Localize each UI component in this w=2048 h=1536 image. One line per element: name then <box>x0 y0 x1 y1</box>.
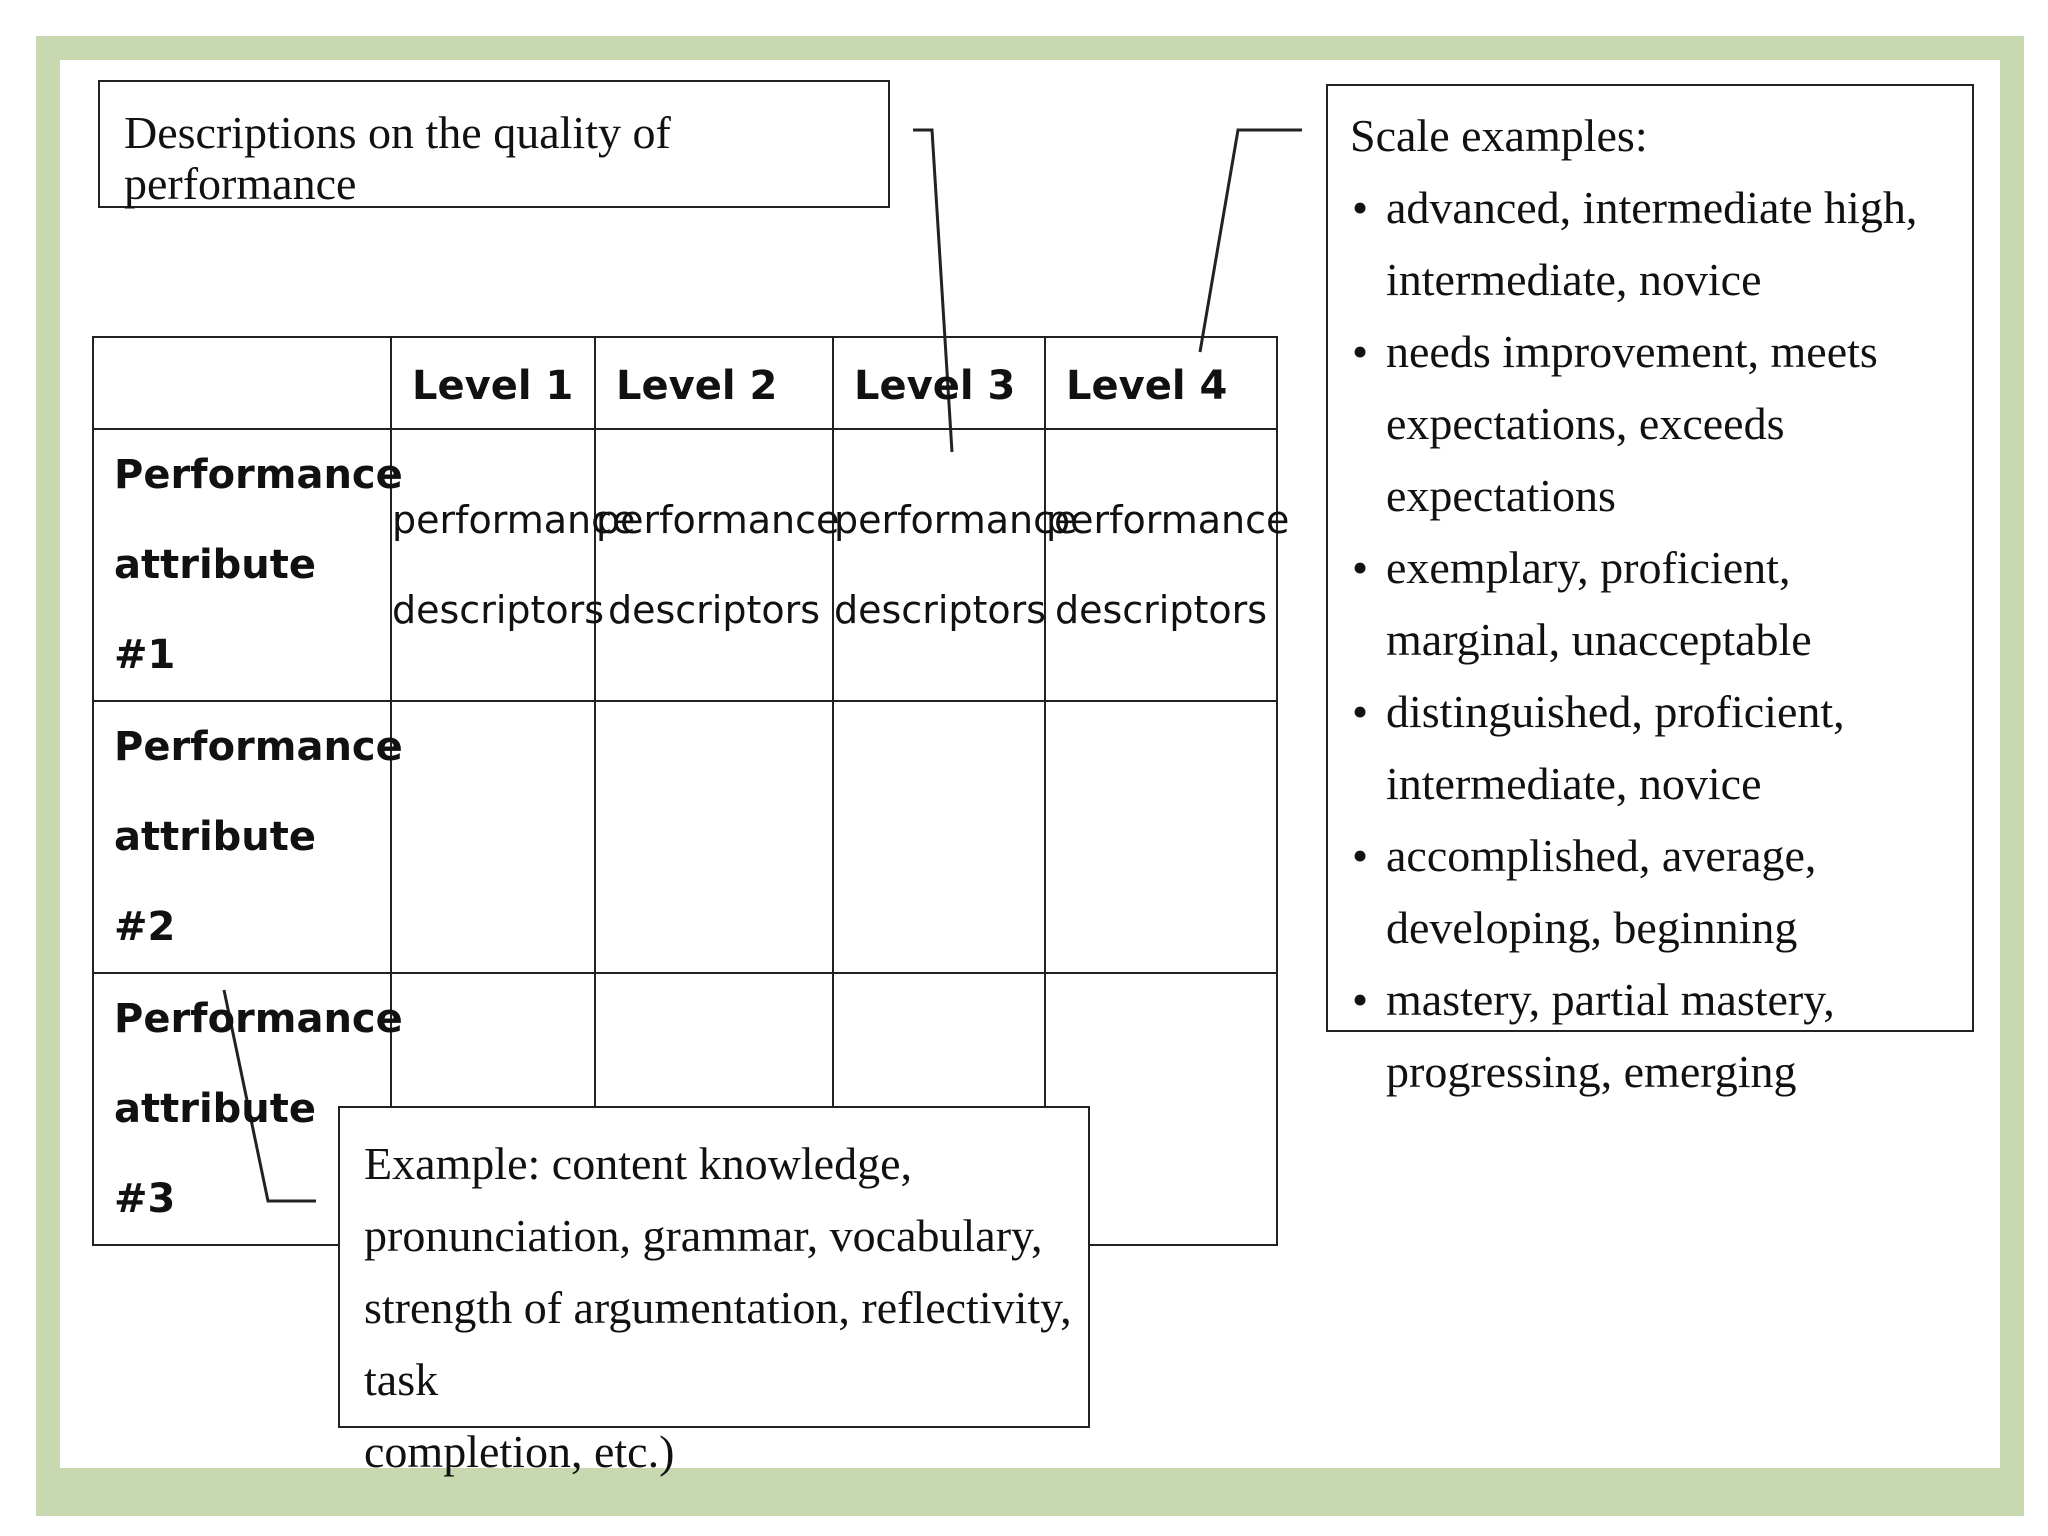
scale-examples-list <box>1350 172 1962 1108</box>
descriptor-line: descriptors <box>392 588 605 632</box>
attribute-label-line: attribute #3 <box>114 1086 317 1222</box>
descriptor-cell-r1-l4 <box>1045 429 1290 701</box>
attribute-label-line: attribute #2 <box>114 814 317 950</box>
descriptor-line: descriptors <box>607 588 821 632</box>
level-4-header: Level 4 <box>1045 337 1277 429</box>
attribute-label-line: Performance <box>114 724 403 770</box>
level-1-header: Level 1 <box>391 337 595 429</box>
scale-example-item: • accomplished, average, developing, beginning <box>1350 820 1962 964</box>
descriptor-line: descriptors <box>834 588 1047 632</box>
descriptor-cell-r1-l2 <box>595 429 840 701</box>
descriptor-cell-r1-l1 <box>391 429 636 701</box>
descriptor-line: performance <box>392 498 636 542</box>
scale-example-item: • mastery, partial mastery, progressing, emerging <box>1350 964 1962 1108</box>
scale-example-item: • advanced, intermediate high, intermediate, novice <box>1350 172 1962 316</box>
attribute-2-label <box>93 701 403 973</box>
scale-examples-box <box>1326 84 1974 1097</box>
example-text-line: pronunciation, grammar, vocabulary, <box>364 1210 1043 1261</box>
descriptor-cell-r2-l2 <box>595 701 833 973</box>
level-2-header: Level 2 <box>595 337 833 429</box>
descriptor-line: descriptors <box>1054 588 1268 632</box>
descriptor-line: performance <box>834 498 1078 542</box>
example-text-line: completion, etc.) <box>364 1426 675 1477</box>
scale-examples-title: Scale examples: <box>1350 110 1648 161</box>
attribute-label-line: attribute #1 <box>114 542 317 678</box>
descriptor-cell-r2-l1 <box>391 701 595 973</box>
rubric-corner-cell <box>93 337 391 429</box>
rubric-row-attribute-2 <box>93 701 1277 973</box>
example-text-line: strength of argumentation, reflectivity, task <box>364 1282 1072 1405</box>
rubric-header-row <box>93 337 1277 429</box>
description-text: Descriptions on the quality of performance <box>124 107 671 209</box>
level-3-header: Level 3 <box>833 337 1045 429</box>
descriptor-line: performance <box>1046 498 1290 542</box>
rubric-row-attribute-1 <box>93 429 1277 701</box>
descriptor-cell-r1-l3 <box>833 429 1078 701</box>
scale-example-item: • needs improvement, meets expectations, exceeds expectations <box>1350 316 1962 532</box>
scale-example-item: • distinguished, proficient, intermediate, novice <box>1350 676 1962 820</box>
descriptor-line: performance <box>596 498 840 542</box>
attribute-label-line: Performance <box>114 452 403 498</box>
descriptor-cell-r2-l4 <box>1045 701 1277 973</box>
attribute-label-line: Performance <box>114 996 403 1042</box>
descriptor-cell-r2-l3 <box>833 701 1045 973</box>
description-box <box>98 80 890 208</box>
example-text-line: Example: content knowledge, <box>364 1138 913 1189</box>
scale-example-item: • exemplary, proficient, marginal, unacceptable <box>1350 532 1962 676</box>
attribute-example-box <box>338 1106 1090 1477</box>
attribute-1-label <box>93 429 403 701</box>
